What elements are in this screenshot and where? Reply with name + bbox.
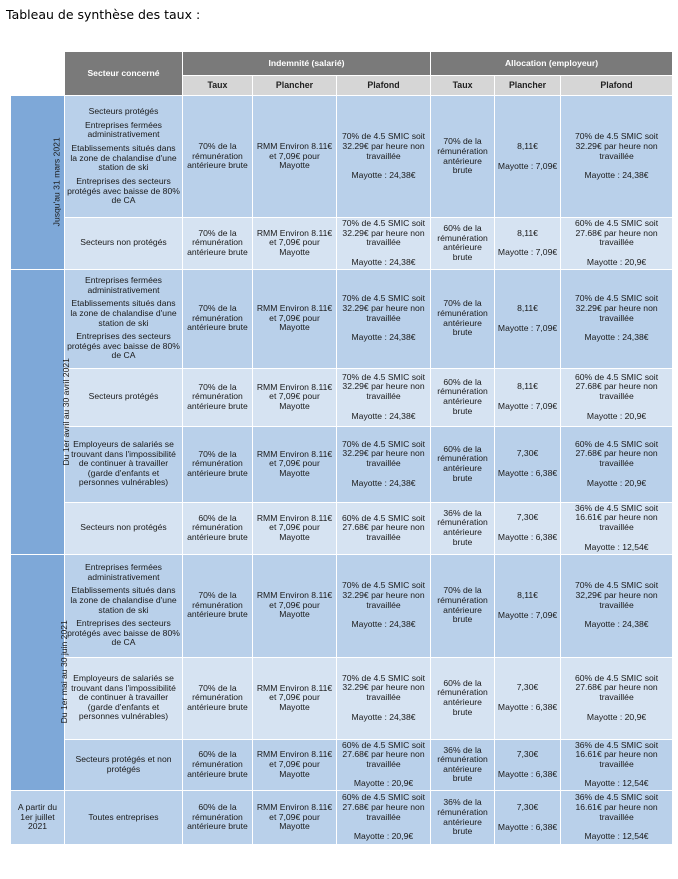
allocation-plancher: 7,30€ bbox=[516, 448, 539, 459]
indemnite-taux: 70% de la rémunération antérieure brute bbox=[187, 303, 248, 333]
allocation-plafond-mayotte: Mayotte : 20,9€ bbox=[586, 256, 647, 267]
table-row bbox=[11, 96, 673, 218]
indemnite-plancher-cell bbox=[253, 791, 337, 845]
allocation-plafond-cell bbox=[561, 554, 673, 657]
indemnite-taux-cell bbox=[183, 502, 253, 554]
header-ind-plafond: Plafond bbox=[337, 76, 431, 96]
allocation-plancher: 8,11€ bbox=[517, 381, 538, 392]
indemnite-plafond-mayotte: Mayotte : 24,38€ bbox=[351, 619, 416, 630]
indemnite-plancher-cell bbox=[253, 96, 337, 218]
allocation-taux-cell bbox=[431, 657, 495, 739]
table-row bbox=[11, 502, 673, 554]
table-row bbox=[11, 739, 673, 791]
allocation-plancher-cell bbox=[495, 269, 561, 368]
sector-label: Toutes entreprises bbox=[88, 811, 159, 822]
allocation-plancher-cell bbox=[495, 218, 561, 270]
indemnite-plancher: RMM Environ 8.11€ et 7,09€ pour Mayotte bbox=[256, 512, 333, 542]
period-label: Du 1er avril au 30 avril 2021 bbox=[60, 357, 71, 466]
allocation-plafond: 36% de 4.5 SMIC soit 16.61€ par heure non travaillée bbox=[574, 502, 659, 532]
indemnite-plafond: 70% de 4.5 SMIC soit 32.29€ par heure non travaillée bbox=[341, 371, 426, 401]
indemnite-plafond: 60% de 4.5 SMIC soit 27.68€ par heure non travaillée bbox=[341, 512, 426, 542]
allocation-taux: 70% de la rémunération antérieure brute bbox=[437, 298, 488, 338]
indemnite-plafond-mayotte: Mayotte : 24,38€ bbox=[351, 332, 416, 343]
allocation-plancher-cell bbox=[495, 368, 561, 426]
indemnite-plafond-cell bbox=[337, 368, 431, 426]
indemnite-plancher-cell bbox=[253, 502, 337, 554]
indemnite-plancher: RMM Environ 8.11€ et 7,09€ pour Mayotte bbox=[256, 141, 333, 171]
indemnite-plafond-cell bbox=[337, 269, 431, 368]
indemnite-plafond-cell bbox=[337, 791, 431, 845]
sector-label: Employeurs de salariés se trouvant dans l'impossibilité de continuer à travailler (garde d'enfants et personnes vulnérables) bbox=[71, 672, 176, 722]
allocation-plafond: 60% de 4.5 SMIC soit 27.68€ par heure non travaillée bbox=[574, 218, 659, 248]
table-row bbox=[11, 554, 673, 657]
allocation-plancher-mayotte: Mayotte : 6,38€ bbox=[497, 702, 558, 712]
indemnite-plafond-cell bbox=[337, 554, 431, 657]
allocation-plafond-mayotte: Mayotte : 20,9€ bbox=[586, 711, 647, 722]
allocation-plafond-cell bbox=[561, 426, 673, 502]
indemnite-plancher-cell bbox=[253, 554, 337, 657]
table-row bbox=[11, 218, 673, 270]
allocation-taux: 36% de la rémunération antérieure brute bbox=[437, 797, 488, 837]
indemnite-taux: 70% de la rémunération antérieure brute bbox=[187, 590, 248, 620]
indemnite-taux-cell bbox=[183, 96, 253, 218]
indemnite-plafond-cell bbox=[337, 218, 431, 270]
sector-label: Etablissements situés dans la zone de chalandise d'une station de ski bbox=[70, 585, 177, 615]
indemnite-plafond-mayotte: Mayotte : 20,9€ bbox=[353, 778, 414, 789]
allocation-plancher-mayotte: Mayotte : 6,38€ bbox=[497, 821, 558, 832]
indemnite-plafond: 70% de 4.5 SMIC soit 32.29€ par heure non travaillée bbox=[341, 293, 426, 323]
allocation-taux: 36% de la rémunération antérieure brute bbox=[437, 507, 488, 547]
indemnite-taux-cell bbox=[183, 554, 253, 657]
allocation-plafond: 60% de 4.5 SMIC soit 27.68€ par heure non travaillée bbox=[574, 371, 659, 401]
header-all-plancher: Plancher bbox=[495, 76, 561, 96]
indemnite-plafond-mayotte: Mayotte : 24,38€ bbox=[351, 410, 416, 421]
allocation-plancher: 8,11€ bbox=[517, 227, 538, 238]
allocation-plafond-mayotte: Mayotte : 24,38€ bbox=[584, 332, 649, 343]
table-row bbox=[11, 368, 673, 426]
table-body bbox=[11, 96, 673, 845]
sector-cell bbox=[65, 502, 183, 554]
period-cell bbox=[11, 269, 71, 554]
sector-cell bbox=[65, 554, 183, 657]
table-row bbox=[11, 791, 673, 845]
allocation-taux: 70% de la rémunération antérieure brute bbox=[437, 585, 488, 625]
allocation-plafond: 36% de 4.5 SMIC soit 16.61€ par heure non travaillée bbox=[574, 792, 659, 822]
allocation-plancher-mayotte: Mayotte : 7,09€ bbox=[497, 609, 558, 620]
allocation-plancher: 7,30€ bbox=[516, 682, 539, 693]
period-cell bbox=[11, 554, 69, 791]
sector-label: Secteurs non protégés bbox=[80, 522, 167, 533]
allocation-taux-cell bbox=[431, 791, 495, 845]
allocation-plancher-mayotte: Mayotte : 7,09€ bbox=[497, 401, 558, 411]
indemnite-taux-cell bbox=[183, 791, 253, 845]
allocation-taux-cell bbox=[431, 554, 495, 657]
allocation-taux: 60% de la rémunération antérieure brute bbox=[437, 223, 488, 262]
allocation-plafond-cell bbox=[561, 269, 673, 368]
indemnite-taux: 70% de la rémunération antérieure brute bbox=[187, 682, 248, 712]
allocation-taux: 60% de la rémunération antérieure brute bbox=[437, 443, 488, 483]
allocation-taux: 36% de la rémunération antérieure brute bbox=[437, 744, 488, 784]
indemnite-plafond-cell bbox=[337, 96, 431, 218]
allocation-plafond-mayotte: Mayotte : 20,9€ bbox=[586, 410, 647, 421]
header-ind-taux: Taux bbox=[183, 76, 253, 96]
indemnite-plancher-cell bbox=[253, 739, 337, 791]
header-sector: Secteur concerné bbox=[65, 52, 183, 96]
allocation-plancher: 8,11€ bbox=[517, 140, 538, 151]
indemnite-plafond-mayotte: Mayotte : 24,38€ bbox=[351, 711, 416, 722]
indemnite-plafond-cell bbox=[337, 657, 431, 739]
header-allocation: Allocation (employeur) bbox=[431, 52, 673, 76]
period-label: Jusqu'au 31 mars 2021 bbox=[51, 137, 62, 227]
page-title: Tableau de synthèse des taux : bbox=[6, 7, 201, 22]
allocation-plafond: 60% de 4.5 SMIC soit 27.68€ par heure non travaillée bbox=[574, 672, 659, 702]
indemnite-plafond: 70% de 4.5 SMIC soit 32.29€ par heure non travaillée bbox=[341, 580, 426, 610]
header-blank bbox=[11, 52, 65, 96]
allocation-plafond: 70% de 4.5 SMIC soit 32,29€ par heure non travaillée bbox=[574, 580, 659, 610]
allocation-plafond: 70% de 4.5 SMIC soit 32.29€ par heure non travaillée bbox=[574, 293, 659, 323]
indemnite-taux: 60% de la rémunération antérieure brute bbox=[187, 512, 248, 542]
allocation-plafond-cell bbox=[561, 218, 673, 270]
indemnite-plafond: 70% de 4.5 SMIC soit 32.29€ par heure non travaillée bbox=[341, 438, 426, 468]
allocation-taux-cell bbox=[431, 426, 495, 502]
allocation-taux: 60% de la rémunération antérieure brute bbox=[437, 677, 488, 717]
indemnite-taux: 70% de la rémunération antérieure brute bbox=[187, 141, 248, 171]
allocation-plafond-mayotte: Mayotte : 24,38€ bbox=[584, 619, 649, 630]
sector-label: Entreprises fermées administrativement bbox=[85, 119, 162, 140]
allocation-taux-cell bbox=[431, 269, 495, 368]
indemnite-plancher: RMM Environ 8.11€ et 7,09€ pour Mayotte bbox=[256, 227, 333, 258]
period-label: Du 1er mai au 30 juin 2021 bbox=[58, 620, 69, 724]
header-all-plafond: Plafond bbox=[561, 76, 673, 96]
indemnite-taux-cell bbox=[183, 218, 253, 270]
sector-cell bbox=[65, 426, 183, 502]
sector-label: Secteurs non protégés bbox=[80, 237, 167, 248]
allocation-plafond: 70% de 4.5 SMIC soit 32.29€ par heure non travaillée bbox=[574, 131, 659, 161]
indemnite-taux-cell bbox=[183, 269, 253, 368]
indemnite-plafond-mayotte: Mayotte : 20,9€ bbox=[353, 831, 414, 842]
indemnite-taux: 70% de la rémunération antérieure brute bbox=[187, 381, 248, 411]
header-ind-plancher: Plancher bbox=[253, 76, 337, 96]
indemnite-plancher-cell bbox=[253, 657, 337, 739]
allocation-plancher-mayotte: Mayotte : 7,09€ bbox=[497, 322, 558, 333]
allocation-plafond-cell bbox=[561, 739, 673, 791]
indemnite-taux: 70% de la rémunération antérieure brute bbox=[187, 448, 248, 478]
allocation-plancher-mayotte: Mayotte : 6,38€ bbox=[497, 768, 558, 779]
allocation-plancher-mayotte: Mayotte : 7,09€ bbox=[497, 247, 558, 258]
allocation-taux-cell bbox=[431, 739, 495, 791]
sector-label: Entreprises fermées administrativement bbox=[85, 562, 162, 582]
allocation-taux-cell bbox=[431, 368, 495, 426]
indemnite-plafond-mayotte: Mayotte : 24,38€ bbox=[351, 256, 416, 267]
allocation-plafond-cell bbox=[561, 368, 673, 426]
indemnite-plafond: 60% de 4.5 SMIC soit 27.68€ par heure non travaillée bbox=[341, 739, 426, 769]
allocation-plancher-cell bbox=[495, 96, 561, 218]
allocation-plafond-cell bbox=[561, 96, 673, 218]
period-label: A partir du 1er juillet 2021 bbox=[17, 802, 58, 832]
indemnite-plancher: RMM Environ 8.11€ et 7,09€ pour Mayotte bbox=[256, 303, 333, 333]
allocation-plancher-cell bbox=[495, 791, 561, 845]
indemnite-plafond: 60% de 4.5 SMIC soit 27.68€ par heure non travaillée bbox=[341, 792, 426, 822]
table-row bbox=[11, 657, 673, 739]
rates-summary-table bbox=[10, 51, 673, 845]
allocation-plancher-cell bbox=[495, 426, 561, 502]
indemnite-plancher: RMM Environ 8.11€ et 7,09€ pour Mayotte bbox=[256, 590, 333, 620]
sector-cell bbox=[65, 739, 183, 791]
allocation-plafond-mayotte: Mayotte : 12,54€ bbox=[584, 778, 649, 789]
sector-label: Etablissements situés dans la zone de chalandise d'une station de ski bbox=[70, 143, 177, 173]
allocation-taux-cell bbox=[431, 218, 495, 270]
table-row bbox=[11, 426, 673, 502]
sector-label: Entreprises des secteurs protégés avec baisse de 80% de CA bbox=[67, 331, 180, 361]
indemnite-taux-cell bbox=[183, 426, 253, 502]
indemnite-taux: 70% de la rémunération antérieure brute bbox=[187, 227, 248, 258]
indemnite-plafond: 70% de 4.5 SMIC soit 32.29€ par heure non travaillée bbox=[341, 672, 426, 702]
allocation-plancher-mayotte: Mayotte : 6,38€ bbox=[497, 532, 558, 542]
allocation-taux-cell bbox=[431, 96, 495, 218]
allocation-taux: 70% de la rémunération antérieure brute bbox=[437, 136, 488, 176]
indemnite-plancher: RMM Environ 8.11€ et 7,09€ pour Mayotte bbox=[256, 448, 333, 478]
allocation-plafond-cell bbox=[561, 657, 673, 739]
allocation-plancher: 7,30€ bbox=[516, 749, 539, 760]
indemnite-plancher-cell bbox=[253, 368, 337, 426]
sector-label: Secteurs protégés bbox=[88, 106, 159, 117]
sector-label: Entreprises fermées administrativement bbox=[85, 275, 162, 295]
period-cell bbox=[11, 96, 65, 270]
indemnite-taux-cell bbox=[183, 739, 253, 791]
indemnite-taux-cell bbox=[183, 657, 253, 739]
indemnite-plafond-mayotte: Mayotte : 24,38€ bbox=[351, 477, 416, 488]
indemnite-plafond-cell bbox=[337, 739, 431, 791]
allocation-plancher-mayotte: Mayotte : 7,09€ bbox=[497, 160, 558, 171]
sector-cell bbox=[65, 368, 183, 426]
sector-label: Secteurs protégés bbox=[88, 391, 159, 402]
period-cell bbox=[11, 791, 65, 845]
allocation-plafond-mayotte: Mayotte : 12,54€ bbox=[584, 541, 649, 552]
indemnite-plancher: RMM Environ 8.11€ et 7,09€ pour Mayotte bbox=[256, 802, 333, 832]
sector-label: Secteurs protégés et non protégés bbox=[75, 754, 172, 774]
sector-cell bbox=[65, 96, 183, 218]
indemnite-plafond-mayotte: Mayotte : 24,38€ bbox=[351, 170, 416, 181]
allocation-plancher-mayotte: Mayotte : 6,38€ bbox=[497, 468, 558, 478]
sector-label: Etablissements situés dans la zone de chalandise d'une station de ski bbox=[70, 298, 177, 328]
sector-label: Entreprises des secteurs protégés avec baisse de 80% de CA bbox=[67, 618, 180, 648]
sector-cell bbox=[65, 218, 183, 270]
table-row bbox=[11, 269, 673, 368]
allocation-taux-cell bbox=[431, 502, 495, 554]
sector-cell bbox=[65, 791, 183, 845]
allocation-plancher: 8,11€ bbox=[517, 589, 538, 600]
allocation-plafond-mayotte: Mayotte : 20,9€ bbox=[586, 477, 647, 488]
indemnite-taux: 60% de la rémunération antérieure brute bbox=[187, 802, 248, 832]
indemnite-plancher-cell bbox=[253, 218, 337, 270]
allocation-plancher-cell bbox=[495, 739, 561, 791]
sector-label: Entreprises des secteurs protégés avec baisse de 80% de CA bbox=[67, 175, 180, 206]
indemnite-plancher: RMM Environ 8.11€ et 7,09€ pour Mayotte bbox=[256, 749, 333, 779]
allocation-plafond-mayotte: Mayotte : 24,38€ bbox=[584, 170, 649, 181]
allocation-plancher-cell bbox=[495, 657, 561, 739]
indemnite-plafond: 70% de 4.5 SMIC soit 32.29€ par heure non travaillée bbox=[341, 131, 426, 161]
sector-label: Employeurs de salariés se trouvant dans l'impossibilité de continuer à travailler (garde d'enfants et personnes vulnérables) bbox=[71, 438, 176, 488]
indemnite-plafond-cell bbox=[337, 502, 431, 554]
allocation-plafond: 60% de 4.5 SMIC soit 27.68€ par heure non travaillée bbox=[574, 438, 659, 468]
allocation-plancher: 7,30€ bbox=[516, 512, 539, 523]
header-indemnite: Indemnité (salarié) bbox=[183, 52, 431, 76]
indemnite-taux: 60% de la rémunération antérieure brute bbox=[187, 749, 248, 779]
indemnite-plancher-cell bbox=[253, 269, 337, 368]
allocation-plancher: 7,30€ bbox=[516, 801, 539, 812]
allocation-plancher-cell bbox=[495, 554, 561, 657]
indemnite-plafond: 70% de 4.5 SMIC soit 32.29€ par heure non travaillée bbox=[341, 218, 426, 248]
indemnite-plancher: RMM Environ 8.11€ et 7,09€ pour Mayotte bbox=[256, 381, 333, 411]
sector-cell bbox=[65, 657, 183, 739]
allocation-plafond-cell bbox=[561, 502, 673, 554]
allocation-plancher-cell bbox=[495, 502, 561, 554]
indemnite-taux-cell bbox=[183, 368, 253, 426]
header-all-taux: Taux bbox=[431, 76, 495, 96]
indemnite-plancher: RMM Environ 8.11€ et 7,09€ pour Mayotte bbox=[256, 682, 333, 712]
allocation-plafond-cell bbox=[561, 791, 673, 845]
allocation-plancher: 8,11€ bbox=[517, 302, 538, 313]
allocation-taux: 60% de la rémunération antérieure brute bbox=[437, 376, 488, 416]
allocation-plafond-mayotte: Mayotte : 12,54€ bbox=[584, 831, 649, 842]
allocation-plafond: 36% de 4.5 SMIC soit 16.61€ par heure non travaillée bbox=[574, 739, 659, 769]
indemnite-plancher-cell bbox=[253, 426, 337, 502]
sector-cell bbox=[65, 269, 183, 368]
indemnite-plafond-cell bbox=[337, 426, 431, 502]
